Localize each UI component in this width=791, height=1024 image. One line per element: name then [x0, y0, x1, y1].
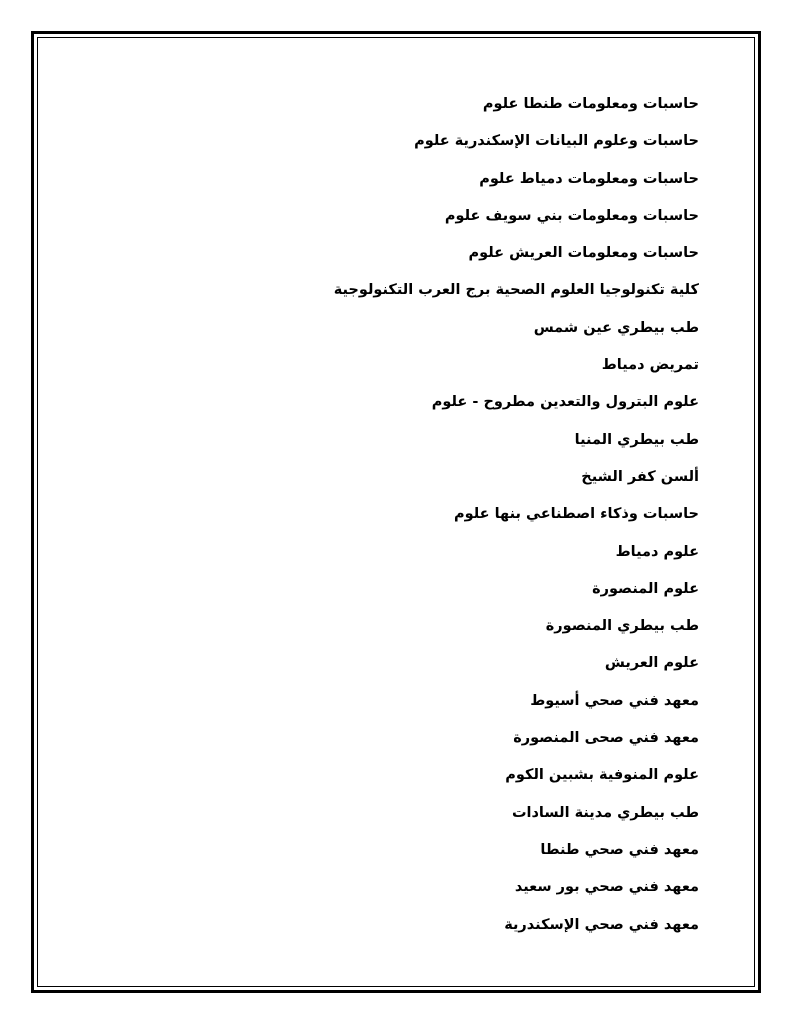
- list-item: حاسبات ومعلومات بني سويف علوم: [444, 207, 699, 224]
- list-item: طب بيطري المنصورة: [545, 618, 699, 635]
- list-item: طب بيطري المنيا: [574, 431, 699, 448]
- list-item: طب بيطري مدينة السادات: [511, 804, 699, 821]
- list-item: معهد فني صحى المنصورة: [513, 730, 699, 747]
- list-item: حاسبات ومعلومات دمياط علوم: [479, 170, 699, 187]
- list-item: حاسبات ومعلومات طنطا علوم: [482, 96, 699, 112]
- list-item: ألسن كفر الشيخ: [581, 468, 699, 485]
- institution-list: [79, 91, 699, 949]
- list-item: علوم العريش: [604, 655, 699, 672]
- list-item: طب بيطري عين شمس: [533, 319, 699, 336]
- list-item: معهد فني صحي أسيوط: [530, 692, 699, 709]
- list-item: علوم المنوفية بشبين الكوم: [505, 767, 699, 784]
- list-item: معهد فني صحي الإسكندرية: [504, 916, 699, 933]
- list-item: حاسبات ومعلومات العريش علوم: [468, 245, 699, 262]
- list-item: تمريض دمياط: [601, 357, 699, 374]
- list-item: معهد فني صحي طنطا: [540, 841, 699, 858]
- list-item: كلية تكنولوجيا العلوم الصحية برج العرب التكنولوجية: [333, 282, 699, 299]
- list-item: علوم المنصورة: [592, 580, 699, 597]
- list-item: علوم البترول والتعدين مطروح - علوم: [431, 394, 699, 411]
- list-item: علوم دمياط: [615, 543, 699, 560]
- list-item: حاسبات وذكاء اصطناعي بنها علوم: [454, 506, 699, 523]
- list-item: حاسبات وعلوم البيانات الإسكندرية علوم: [414, 133, 699, 150]
- list-item: معهد فني صحي بور سعيد: [514, 879, 699, 896]
